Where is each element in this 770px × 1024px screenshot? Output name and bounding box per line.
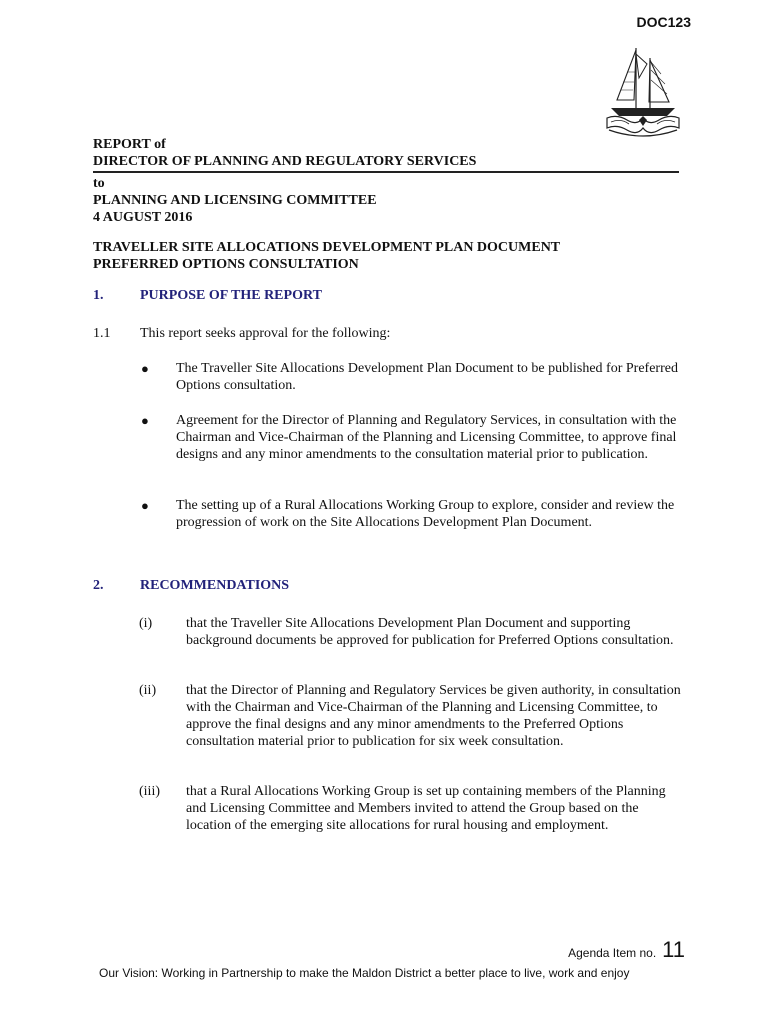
report-title [93, 239, 560, 273]
header-date: 4 AUGUST 2016 [93, 210, 193, 225]
agenda-item-label: Agenda Item no. [568, 946, 657, 960]
paragraph-number: 1.1 [93, 326, 111, 341]
section-2-number: 2. [93, 578, 104, 593]
bullet-dot: ● [141, 413, 149, 428]
council-crest-sailboat-logo [603, 44, 683, 140]
section-1-heading [93, 288, 322, 304]
vision-statement: Our Vision: Working in Partnership to make the Maldon District a better place to live, work and enjoy [99, 966, 630, 980]
bullet-text: Agreement for the Director of Planning and Regulatory Services, in consultation with the Chairman and Vice-Chairman of the Planning and Licensing Committee, to approve final designs and any minor amendments to the consultation material prior to publication. [176, 413, 677, 462]
recommendation-text: that the Director of Planning and Regulatory Services be given authority, in consultation with the Chairman and Vice-Chairman of the Planning and Licensing Committee, to approve the final designs and any minor amendments to the Preferred Options consultation material prior to publication for six week consultation. [186, 683, 681, 749]
document-code: DOC123 [636, 14, 691, 30]
report-header [93, 136, 679, 226]
header-report-of: REPORT of [93, 137, 166, 152]
recommendation-label: (i) [139, 616, 153, 631]
section-2-title: RECOMMENDATIONS [140, 578, 290, 593]
paragraph-text: This report seeks approval for the following: [140, 326, 391, 341]
title-line-1: TRAVELLER SITE ALLOCATIONS DEVELOPMENT PLAN DOCUMENT [93, 240, 561, 255]
header-to: to [93, 176, 105, 191]
recommendation-text: that a Rural Allocations Working Group is set up containing members of the Planning and Licensing Committee and Members invited to attend the Group based on the location of the emerging site allocations for rural housing and employment. [186, 784, 666, 833]
header-director: DIRECTOR OF PLANNING AND REGULATORY SERVICES [93, 153, 679, 173]
bullet-dot: ● [141, 498, 149, 513]
section-1-number: 1. [93, 288, 104, 303]
header-committee: PLANNING AND LICENSING COMMITTEE [93, 193, 377, 208]
bullet-text: The setting up of a Rural Allocations Working Group to explore, consider and review the progression of work on the Site Allocations Development Plan Document. [176, 498, 675, 530]
recommendation-label: (iii) [139, 784, 160, 799]
agenda-item-number: 11 [662, 937, 685, 962]
title-line-2: PREFERRED OPTIONS CONSULTATION [93, 257, 359, 272]
section-2-heading [93, 578, 289, 594]
bullet-text: The Traveller Site Allocations Development Plan Document to be published for Preferred Options consultation. [176, 361, 678, 393]
section-1-title: PURPOSE OF THE REPORT [140, 288, 322, 303]
bullet-dot: ● [141, 361, 149, 376]
agenda-item [568, 937, 685, 963]
recommendation-label: (ii) [139, 683, 157, 698]
recommendation-text: that the Traveller Site Allocations Development Plan Document and supporting background documents be approved for publication for Preferred Options consultation. [186, 616, 674, 648]
